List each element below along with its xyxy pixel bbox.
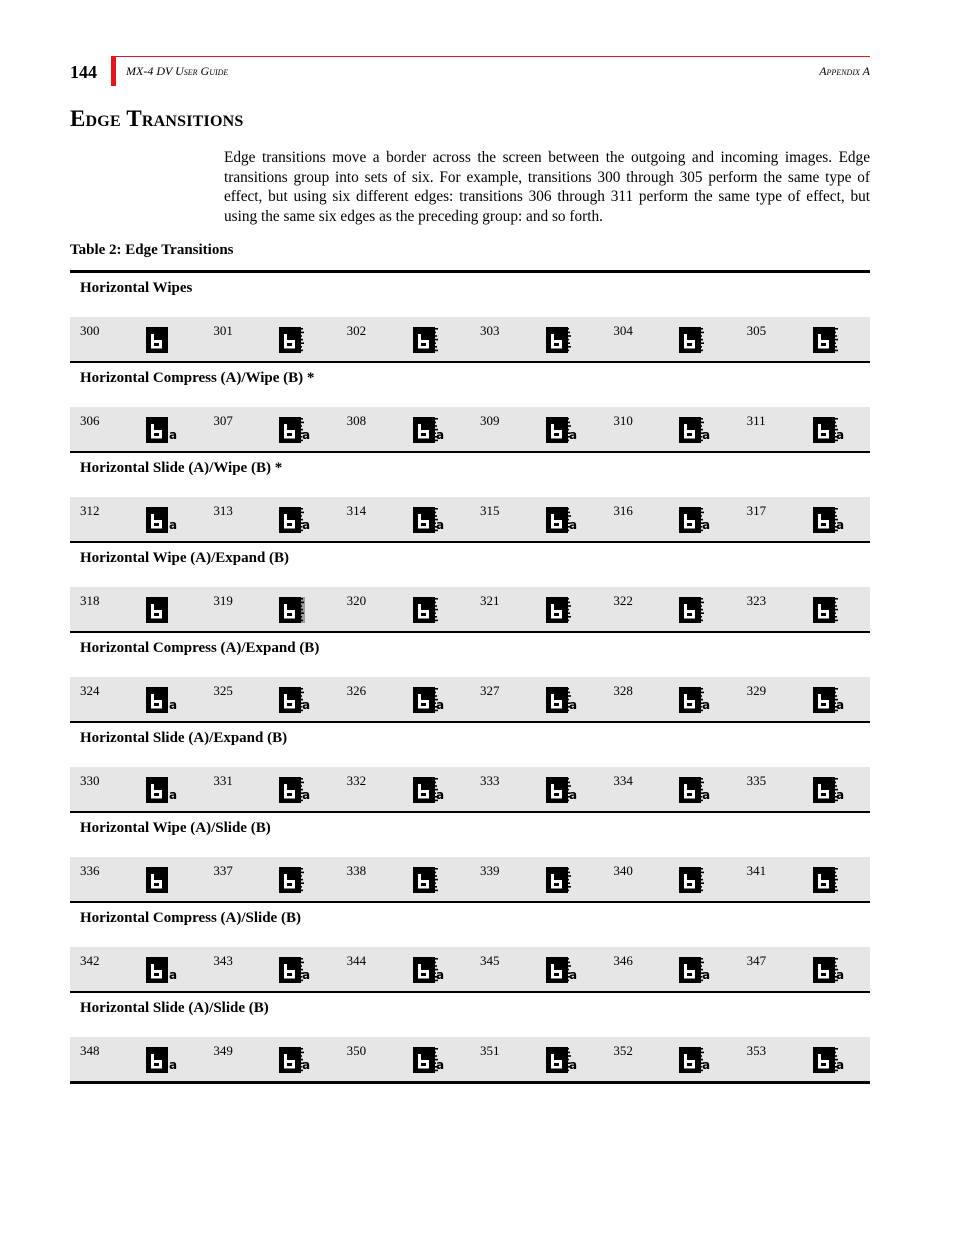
transition-thumbnail-icon [413, 775, 443, 805]
transition-cell [603, 857, 736, 901]
svg-text:a: a [435, 428, 444, 442]
group-divider [70, 1081, 870, 1084]
svg-text:a: a [568, 518, 578, 532]
transition-thumbnail-icon [413, 505, 443, 535]
transition-number: 341 [746, 863, 767, 878]
transition-number: 321 [479, 593, 500, 608]
transition-thumbnail-icon [146, 865, 176, 895]
group-title: Horizontal Compress (A)/Expand (B) [80, 640, 320, 656]
page-number: 144 [70, 62, 97, 82]
transition-row [70, 317, 870, 361]
transition-thumbnail-icon [546, 685, 576, 715]
transition-cell [737, 767, 870, 811]
transition-thumbnail-icon [813, 955, 843, 985]
transition-thumbnail-icon [546, 325, 576, 355]
transition-thumbnail-icon [546, 955, 576, 985]
svg-text:a: a [435, 1058, 444, 1072]
transition-number: 332 [346, 773, 367, 788]
transition-cell [337, 587, 470, 631]
transition-number: 343 [213, 953, 233, 968]
transition-thumbnail-icon [679, 325, 709, 355]
transition-cell [737, 1037, 870, 1081]
transition-number: 304 [613, 323, 633, 338]
transition-number: 331 [213, 773, 233, 788]
transition-number: 308 [346, 413, 367, 428]
section-label: Appendix A [819, 64, 870, 78]
svg-text:a: a [169, 968, 178, 982]
transition-number: 301 [213, 323, 233, 338]
svg-text:a: a [302, 1058, 311, 1072]
svg-text:a: a [568, 428, 578, 442]
transition-thumbnail-icon [279, 775, 309, 805]
transition-thumbnail-icon [679, 775, 709, 805]
group-title: Horizontal Wipe (A)/Slide (B) [80, 820, 271, 836]
transition-cell [70, 677, 203, 721]
transition-thumbnail-icon [413, 415, 443, 445]
transition-number: 303 [479, 323, 500, 338]
transition-cell [737, 947, 870, 991]
transition-row [70, 947, 870, 991]
transition-cell [737, 587, 870, 631]
transition-number: 305 [746, 323, 767, 338]
group-title: Horizontal Compress (A)/Slide (B) [80, 910, 301, 926]
transition-row [70, 677, 870, 721]
transition-thumbnail-icon [413, 865, 443, 895]
svg-text:a: a [435, 788, 444, 802]
transition-row [70, 587, 870, 631]
transition-thumbnail-icon [279, 685, 309, 715]
transition-number: 344 [346, 953, 367, 968]
transition-cell [470, 677, 603, 721]
transition-number: 340 [613, 863, 633, 878]
transition-thumbnail-icon [279, 1045, 309, 1075]
svg-text:a: a [568, 1058, 578, 1072]
transition-cell [603, 497, 736, 541]
transition-thumbnail-icon [413, 685, 443, 715]
svg-text:a: a [435, 968, 444, 982]
svg-text:a: a [835, 428, 844, 442]
transition-thumbnail-icon [413, 1045, 443, 1075]
transition-cell [203, 497, 336, 541]
header-accent-bar [111, 56, 116, 86]
transition-number: 302 [346, 323, 367, 338]
transition-number: 322 [613, 593, 633, 608]
section-title: Edge Transitions [70, 106, 244, 131]
svg-text:a: a [435, 518, 444, 532]
transition-group [70, 363, 870, 453]
transition-number: 338 [346, 863, 367, 878]
transition-number: 349 [213, 1043, 233, 1058]
transition-thumbnail-icon [146, 415, 176, 445]
transition-cell [337, 1037, 470, 1081]
transition-number: 319 [213, 593, 233, 608]
svg-text:a: a [568, 788, 578, 802]
transition-cell [737, 407, 870, 451]
transition-cell [70, 767, 203, 811]
transition-group [70, 273, 870, 363]
transition-number: 328 [613, 683, 633, 698]
transition-cell [737, 497, 870, 541]
transition-number: 330 [80, 773, 100, 788]
svg-text:a: a [702, 698, 711, 712]
svg-text:a: a [302, 968, 311, 982]
group-title: Horizontal Wipes [80, 280, 193, 296]
transition-thumbnail-icon [146, 775, 176, 805]
transition-group [70, 453, 870, 543]
transition-cell [203, 317, 336, 361]
svg-text:a: a [568, 698, 578, 712]
transition-row [70, 1037, 870, 1081]
transition-number: 309 [479, 413, 500, 428]
svg-text:a: a [169, 1058, 178, 1072]
transition-cell [70, 947, 203, 991]
transition-number: 318 [80, 593, 100, 608]
transition-number: 334 [613, 773, 633, 788]
transition-number: 339 [479, 863, 500, 878]
transition-cell [70, 857, 203, 901]
transition-number: 320 [346, 593, 367, 608]
svg-text:a: a [302, 428, 311, 442]
guide-title: MX-4 DV User Guide [126, 64, 229, 78]
transition-cell [337, 317, 470, 361]
transition-cell [70, 587, 203, 631]
svg-text:a: a [169, 698, 178, 712]
transition-number: 327 [479, 683, 500, 698]
transition-number: 300 [80, 323, 100, 338]
transition-thumbnail-icon [146, 1045, 176, 1075]
transition-number: 316 [613, 503, 633, 518]
transition-thumbnail-icon [546, 865, 576, 895]
transition-row [70, 497, 870, 541]
transition-cell [603, 317, 736, 361]
transition-thumbnail-icon [546, 415, 576, 445]
transition-number: 346 [613, 953, 633, 968]
transition-number: 313 [213, 503, 233, 518]
intro-paragraph: Edge transitions move a border across the screen between the outgoing and incoming images. Edge transitions group into sets of six. For example, transitions 300 through 305 perform the same type of effect, but using six different edges: transitions 306 through 311 perform the same type of effect, but using the same six edges as the preceding group: and so forth. [224, 149, 870, 225]
transition-cell [603, 767, 736, 811]
transition-number: 326 [346, 683, 367, 698]
transition-number: 353 [746, 1043, 767, 1058]
svg-text:a: a [302, 788, 311, 802]
transition-thumbnail-icon [813, 595, 843, 625]
svg-text:a: a [169, 788, 178, 802]
transition-cell [470, 317, 603, 361]
transition-thumbnail-icon [679, 955, 709, 985]
transition-group [70, 543, 870, 633]
transition-number: 307 [213, 413, 233, 428]
transition-thumbnail-icon [679, 505, 709, 535]
transition-number: 312 [80, 503, 100, 518]
transition-cell [603, 407, 736, 451]
transition-cell [470, 407, 603, 451]
transition-cell [470, 857, 603, 901]
svg-text:a: a [435, 698, 444, 712]
transition-cell [337, 407, 470, 451]
transition-row [70, 767, 870, 811]
transition-thumbnail-icon [279, 955, 309, 985]
group-title: Horizontal Compress (A)/Wipe (B) * [80, 370, 315, 386]
transition-number: 348 [80, 1043, 100, 1058]
svg-text:a: a [169, 518, 178, 532]
transition-number: 342 [80, 953, 100, 968]
svg-text:a: a [702, 1058, 711, 1072]
transition-group [70, 813, 870, 903]
transition-thumbnail-icon [546, 595, 576, 625]
transition-thumbnail-icon [813, 415, 843, 445]
transition-number: 317 [746, 503, 767, 518]
transition-thumbnail-icon [679, 1045, 709, 1075]
transition-thumbnail-icon [146, 505, 176, 535]
transition-number: 337 [213, 863, 233, 878]
transition-thumbnail-icon [679, 685, 709, 715]
transition-number: 324 [80, 683, 100, 698]
transition-cell [603, 587, 736, 631]
svg-text:a: a [835, 968, 844, 982]
svg-text:a: a [835, 788, 844, 802]
transition-cell [470, 497, 603, 541]
header-rule [116, 56, 870, 57]
transition-cell [203, 947, 336, 991]
transition-cell [737, 857, 870, 901]
transition-group [70, 993, 870, 1084]
group-title: Horizontal Slide (A)/Expand (B) [80, 730, 288, 746]
transition-number: 345 [479, 953, 500, 968]
transition-thumbnail-icon [813, 865, 843, 895]
transition-thumbnail-icon [679, 865, 709, 895]
group-title: Horizontal Slide (A)/Wipe (B) * [80, 460, 283, 476]
transition-thumbnail-icon [279, 865, 309, 895]
svg-text:a: a [702, 788, 711, 802]
transition-thumbnail-icon [546, 1045, 576, 1075]
transition-cell [337, 497, 470, 541]
transition-cell [337, 677, 470, 721]
table-caption: Table 2: Edge Transitions [70, 242, 234, 258]
svg-text:a: a [835, 698, 844, 712]
svg-text:a: a [702, 428, 711, 442]
transition-thumbnail-icon [413, 595, 443, 625]
svg-text:a: a [169, 428, 178, 442]
transition-thumbnail-icon [813, 775, 843, 805]
svg-text:a: a [702, 968, 711, 982]
transition-number: 323 [746, 593, 767, 608]
transition-number: 352 [613, 1043, 633, 1058]
transition-thumbnail-icon [279, 415, 309, 445]
transition-row [70, 857, 870, 901]
transition-cell [737, 677, 870, 721]
group-title: Horizontal Slide (A)/Slide (B) [80, 1000, 269, 1016]
transition-thumbnail-icon [546, 775, 576, 805]
transition-number: 347 [746, 953, 767, 968]
transition-number: 329 [746, 683, 767, 698]
transition-thumbnail-icon [546, 505, 576, 535]
transition-cell [70, 407, 203, 451]
transition-thumbnail-icon [146, 325, 176, 355]
transition-thumbnail-icon [413, 955, 443, 985]
transition-cell [337, 947, 470, 991]
transition-groups [70, 273, 870, 1084]
svg-text:a: a [835, 518, 844, 532]
transition-group [70, 903, 870, 993]
transition-thumbnail-icon [146, 955, 176, 985]
transition-number: 315 [479, 503, 500, 518]
transition-thumbnail-icon [279, 505, 309, 535]
transition-number: 351 [479, 1043, 500, 1058]
transition-number: 335 [746, 773, 767, 788]
transition-thumbnail-icon [813, 1045, 843, 1075]
transition-thumbnail-icon [279, 325, 309, 355]
svg-text:a: a [568, 968, 578, 982]
svg-text:a: a [835, 1058, 844, 1072]
transition-thumbnail-icon [813, 685, 843, 715]
transition-cell [603, 1037, 736, 1081]
transition-number: 350 [346, 1043, 367, 1058]
transition-number: 333 [479, 773, 500, 788]
transition-number: 336 [80, 863, 100, 878]
transition-cell [203, 587, 336, 631]
transition-number: 306 [80, 413, 100, 428]
edge-transitions-table [70, 270, 870, 1084]
svg-text:a: a [302, 518, 311, 532]
transition-thumbnail-icon [146, 595, 176, 625]
transition-cell [470, 1037, 603, 1081]
transition-thumbnail-icon [813, 505, 843, 535]
transition-cell [337, 767, 470, 811]
transition-cell [70, 1037, 203, 1081]
transition-thumbnail-icon [146, 685, 176, 715]
transition-cell [337, 857, 470, 901]
transition-thumbnail-icon [679, 415, 709, 445]
svg-text:a: a [702, 518, 711, 532]
transition-number: 325 [213, 683, 233, 698]
transition-thumbnail-icon [279, 595, 309, 625]
transition-thumbnail-icon [679, 595, 709, 625]
transition-cell [737, 317, 870, 361]
transition-group [70, 723, 870, 813]
transition-cell [203, 677, 336, 721]
transition-cell [70, 317, 203, 361]
group-title: Horizontal Wipe (A)/Expand (B) [80, 550, 290, 566]
transition-number: 311 [746, 413, 766, 428]
transition-thumbnail-icon [813, 325, 843, 355]
transition-cell [603, 677, 736, 721]
transition-cell [203, 1037, 336, 1081]
transition-cell [203, 767, 336, 811]
svg-text:a: a [302, 698, 311, 712]
transition-cell [470, 767, 603, 811]
transition-cell [470, 947, 603, 991]
transition-group [70, 633, 870, 723]
transition-cell [603, 947, 736, 991]
transition-row [70, 407, 870, 451]
transition-number: 310 [613, 413, 633, 428]
transition-cell [203, 857, 336, 901]
transition-cell [470, 587, 603, 631]
transition-cell [70, 497, 203, 541]
transition-cell [203, 407, 336, 451]
transition-thumbnail-icon [413, 325, 443, 355]
transition-number: 314 [346, 503, 367, 518]
